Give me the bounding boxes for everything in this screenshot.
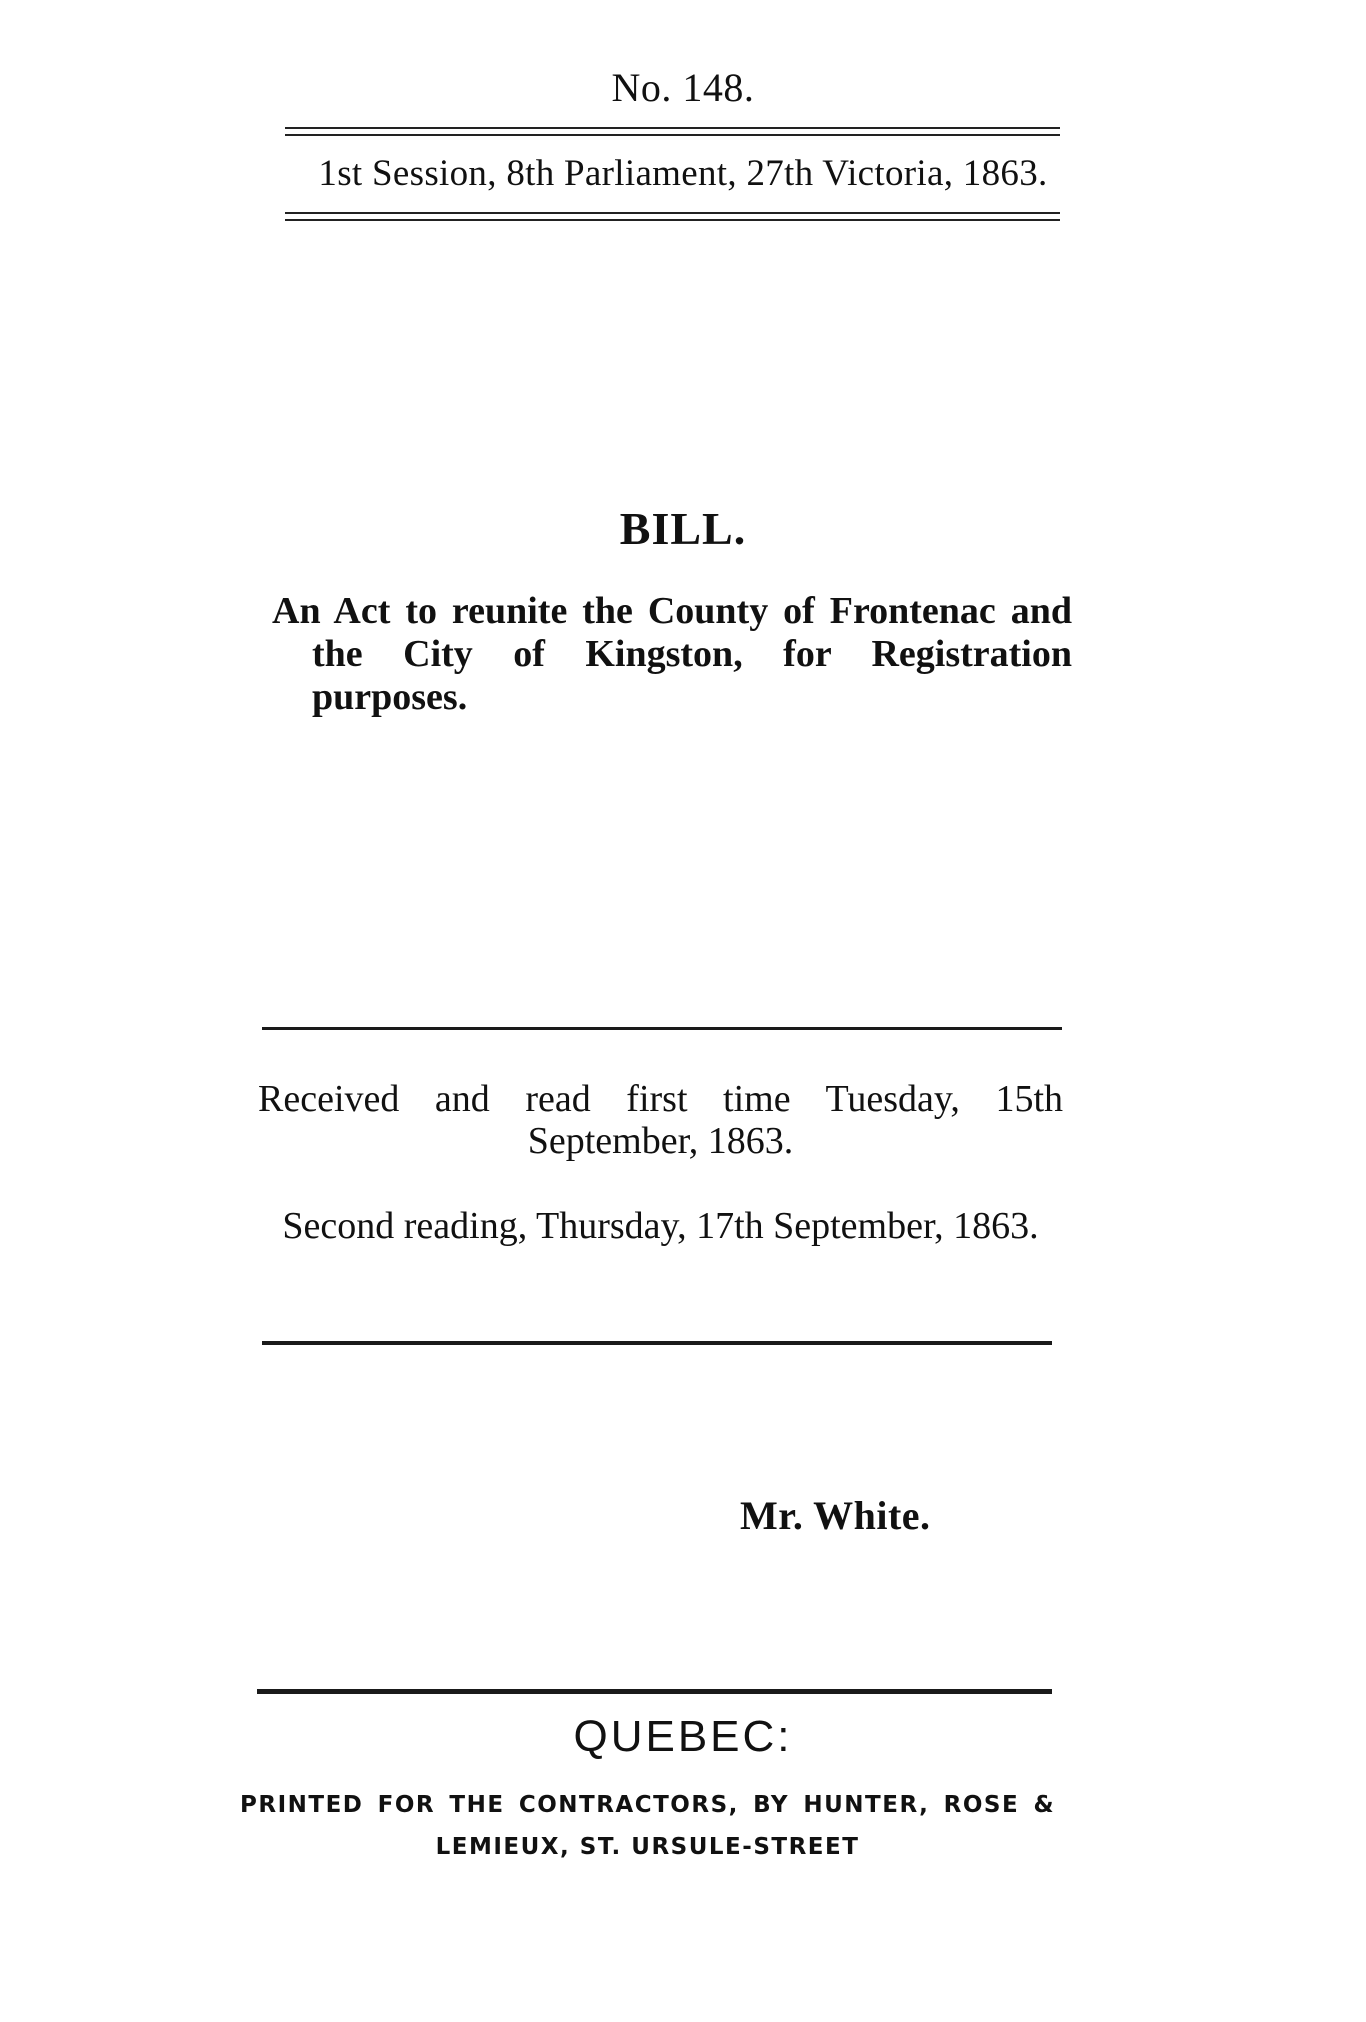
session-line: 1st Session, 8th Parliament, 27th Victoria, 1863. (318, 153, 1048, 194)
imprint-city: QUEBEC: (573, 1712, 793, 1761)
header-top-rule (285, 127, 1060, 139)
readings-top-rule (262, 1027, 1062, 1030)
bill-heading: BILL. (619, 503, 747, 554)
sponsor-name: Mr. White. (740, 1493, 931, 1538)
imprint-rule (257, 1689, 1052, 1694)
bill-title: An Act to reunite the County of Frontenac and the City of Kingston, for Registration purposes. (272, 590, 1072, 718)
header-bottom-rule (285, 212, 1060, 224)
bill-number: No. 148. (611, 65, 755, 110)
first-reading-text: Received and read first time Tuesday, 15th September, 1863. (258, 1078, 1063, 1162)
second-reading-text: Second reading, Thursday, 17th September, 1863. (282, 1205, 1039, 1247)
imprint-printer: PRINTED FOR THE CONTRACTORS, BY HUNTER, ROSE & LEMIEUX, ST. URSULE-STREET (240, 1792, 1055, 1860)
readings-bottom-rule (262, 1341, 1052, 1345)
